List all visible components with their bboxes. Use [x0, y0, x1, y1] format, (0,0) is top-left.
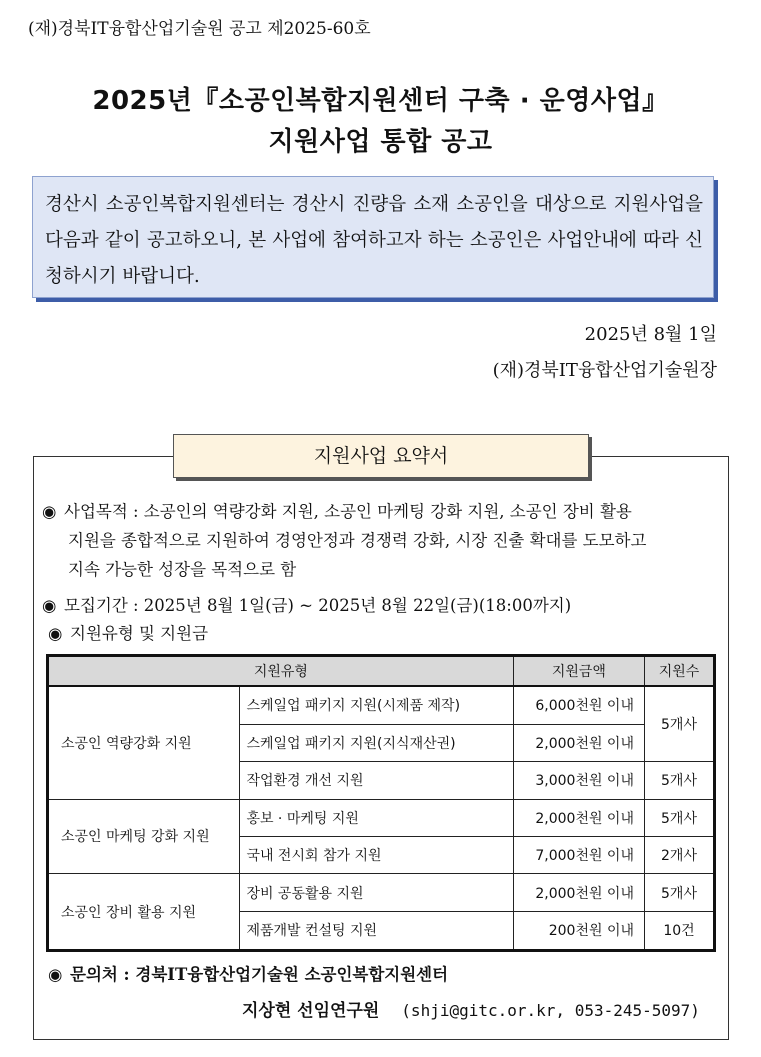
- category-cell: 소공인 역량강화 지원: [48, 686, 240, 799]
- table-row: [48, 799, 715, 836]
- period-section: [42, 591, 571, 620]
- amount-cell: 7,000천원 이내: [513, 836, 644, 873]
- intro-box: 경산시 소공인복합지원센터는 경산시 진량읍 소재 소공인을 대상으로 지원사업을 다음과 같이 공고하오니, 본 사업에 참여하고자 하는 소공인은 사업안내에 따라 신청하시기 바랍니다.: [32, 176, 714, 298]
- header-amount: 지원금액: [513, 656, 644, 687]
- count-cell: 5개사: [645, 799, 715, 836]
- type-cell: 스케일업 패키지 지원(지식재산권): [240, 724, 513, 761]
- bullet-icon: ◉: [48, 965, 63, 984]
- purpose-line-1: 사업목적 : 소공인의 역량강화 지원, 소공인 마케팅 강화 지원, 소공인 장비 활용: [64, 502, 632, 521]
- table-header-row: [48, 656, 715, 687]
- contact-text: 문의처 : 경북IT융합산업기술원 소공인복합지원센터: [70, 965, 449, 984]
- amount-cell: 2,000천원 이내: [513, 874, 644, 911]
- types-heading: 지원유형 및 지원금: [70, 624, 209, 643]
- category-cell: 소공인 마케팅 강화 지원: [48, 799, 240, 874]
- header-type: 지원유형: [48, 656, 514, 687]
- types-section: [48, 619, 208, 648]
- notice-date: 2025년 8월 1일: [584, 324, 717, 345]
- count-cell: 5개사: [645, 686, 715, 762]
- summary-title: 지원사업 요약서: [173, 434, 589, 478]
- type-cell: 작업환경 개선 지원: [240, 762, 513, 799]
- amount-cell: 2,000천원 이내: [513, 724, 644, 761]
- type-cell: 스케일업 패키지 지원(시제품 제작): [240, 686, 513, 724]
- table-row: [48, 874, 715, 911]
- purpose-line-2: 지원을 종합적으로 지원하여 경영안정과 경쟁력 강화, 시장 진출 확대를 도모하고: [68, 531, 647, 550]
- contact-info: (shji@gitc.or.kr, 053-245-5097): [401, 1001, 700, 1020]
- count-cell: 10건: [645, 911, 715, 950]
- support-table: [46, 654, 716, 952]
- contact-section: [48, 960, 448, 989]
- page-subtitle: 지원사업 통합 공고: [268, 127, 493, 157]
- type-cell: 제품개발 컨설팅 지원: [240, 911, 513, 950]
- type-cell: 국내 전시회 참가 지원: [240, 836, 513, 873]
- table-row: [48, 686, 715, 724]
- page-title: 2025년『소공인복합지원센터 구축 · 운영사업』: [92, 86, 669, 116]
- purpose-line-3: 지속 가능한 성장을 목적으로 함: [68, 560, 297, 579]
- period-text: 모집기간 : 2025년 8월 1일(금) ~ 2025년 8월 22일(금)(18:00까지): [64, 596, 572, 615]
- notice-number: (재)경북IT융합산업기술원 공고 제2025-60호: [28, 19, 371, 39]
- amount-cell: 200천원 이내: [513, 911, 644, 950]
- count-cell: 5개사: [645, 762, 715, 799]
- type-cell: 장비 공동활용 지원: [240, 874, 513, 911]
- bullet-icon: ◉: [48, 624, 63, 643]
- contact-person: 지상현 선임연구원: [242, 1001, 380, 1021]
- bullet-icon: ◉: [42, 596, 57, 615]
- amount-cell: 6,000천원 이내: [513, 686, 644, 724]
- bullet-icon: ◉: [42, 502, 57, 521]
- count-cell: 5개사: [645, 874, 715, 911]
- header-count: 지원수: [645, 656, 715, 687]
- amount-cell: 2,000천원 이내: [513, 799, 644, 836]
- contact-person-line: [242, 996, 700, 1021]
- issuer: (재)경북IT융합산업기술원장: [492, 360, 717, 381]
- category-cell: 소공인 장비 활용 지원: [48, 874, 240, 951]
- count-cell: 2개사: [645, 836, 715, 873]
- purpose-section: [42, 497, 722, 584]
- type-cell: 홍보 · 마케팅 지원: [240, 799, 513, 836]
- amount-cell: 3,000천원 이내: [513, 762, 644, 799]
